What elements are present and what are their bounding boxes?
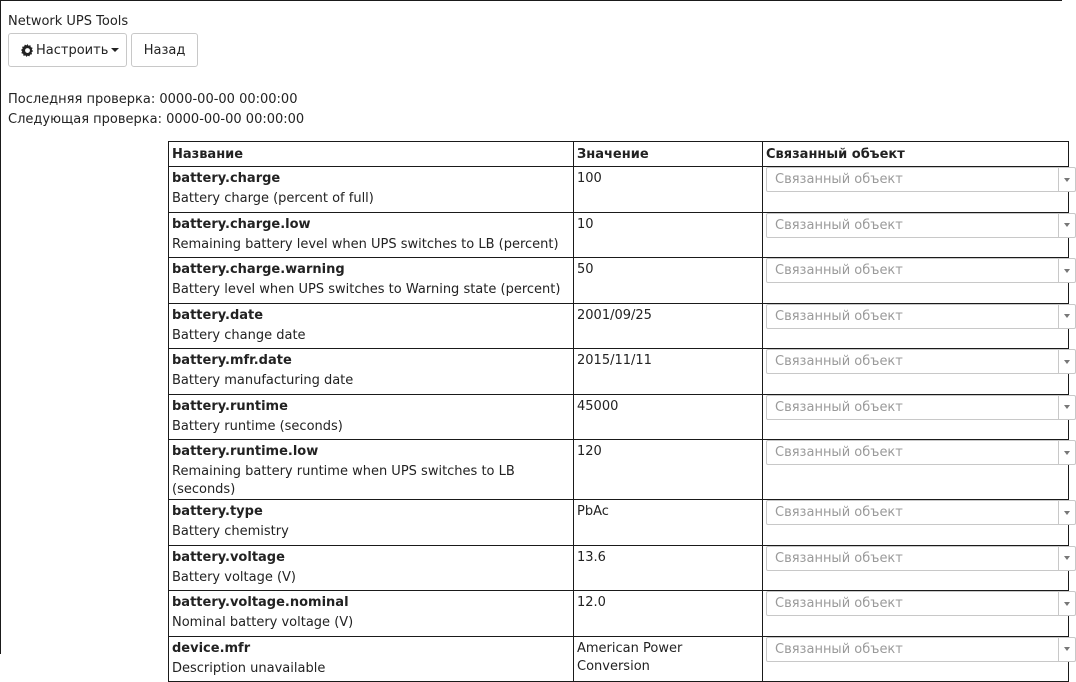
param-name: battery.runtime	[172, 398, 288, 414]
toolbar	[8, 33, 198, 67]
linked-object-cell	[763, 591, 1069, 637]
linked-object-cell	[763, 167, 1069, 213]
param-description: Battery level when UPS switches to Warning state (percent)	[172, 282, 561, 297]
linked-object-select[interactable]	[766, 213, 1076, 238]
check-times	[8, 90, 304, 130]
linked-object-select[interactable]	[766, 591, 1076, 616]
table-row	[169, 258, 1069, 304]
param-name: battery.charge.warning	[172, 262, 345, 277]
linked-object-placeholder: Связанный объект	[775, 596, 903, 611]
caret-down-icon	[111, 48, 119, 52]
linked-object-select[interactable]	[766, 440, 1076, 465]
dropdown-arrow-icon[interactable]	[1058, 592, 1075, 615]
param-description: Battery chemistry	[172, 524, 289, 539]
param-description: Battery runtime (seconds)	[172, 418, 343, 434]
linked-object-placeholder: Связанный объект	[775, 172, 903, 187]
linked-object-select[interactable]	[766, 304, 1076, 329]
param-cell	[169, 500, 574, 546]
dropdown-arrow-icon[interactable]	[1058, 305, 1075, 328]
param-value: 12.0	[577, 595, 606, 610]
param-name: battery.type	[172, 504, 263, 519]
param-value: 2001/09/25	[577, 307, 652, 323]
table-row	[169, 545, 1069, 591]
param-name: battery.charge.low	[172, 216, 311, 232]
linked-object-placeholder: Связанный объект	[775, 308, 903, 324]
linked-object-cell	[763, 303, 1069, 349]
param-value: 13.6	[577, 549, 606, 565]
linked-object-cell	[763, 440, 1069, 500]
dropdown-arrow-icon[interactable]	[1058, 501, 1075, 524]
param-name: battery.voltage.nominal	[172, 595, 349, 610]
dropdown-arrow-icon[interactable]	[1058, 214, 1075, 237]
param-description: Battery voltage (V)	[172, 569, 296, 585]
gear-icon	[21, 44, 34, 57]
table-row	[169, 440, 1069, 500]
param-name: battery.mfr.date	[172, 353, 292, 368]
settings-dropdown-button[interactable]	[8, 33, 127, 67]
back-button[interactable]: Назад	[131, 33, 198, 67]
linked-object-select[interactable]	[766, 395, 1076, 420]
linked-object-select[interactable]	[766, 546, 1076, 571]
value-cell	[574, 500, 763, 546]
value-cell	[574, 591, 763, 637]
linked-object-cell	[763, 258, 1069, 304]
param-description: Remaining battery level when UPS switches to LB (percent)	[172, 236, 559, 252]
dropdown-arrow-icon[interactable]	[1058, 396, 1075, 419]
param-name: device.mfr	[172, 640, 251, 656]
dropdown-arrow-icon[interactable]	[1058, 638, 1075, 661]
linked-object-cell	[763, 394, 1069, 440]
header-linked-object: Связанный объект	[763, 142, 1069, 167]
table-row	[169, 349, 1069, 395]
dropdown-arrow-icon[interactable]	[1058, 350, 1075, 373]
linked-object-select[interactable]	[766, 500, 1076, 525]
param-name: battery.charge	[172, 171, 281, 186]
param-value: 10	[577, 216, 594, 232]
linked-object-placeholder: Связанный объект	[775, 550, 903, 566]
linked-object-select[interactable]	[766, 349, 1076, 374]
param-description: Nominal battery voltage (V)	[172, 615, 354, 630]
dropdown-arrow-icon[interactable]	[1058, 259, 1075, 282]
linked-object-select[interactable]	[766, 637, 1076, 662]
value-cell	[574, 303, 763, 349]
table-row	[169, 212, 1069, 258]
param-cell	[169, 394, 574, 440]
table-header-row	[169, 142, 1069, 167]
param-name: battery.runtime.low	[172, 444, 319, 459]
linked-object-placeholder: Связанный объект	[775, 399, 903, 415]
param-cell	[169, 167, 574, 213]
linked-object-cell	[763, 349, 1069, 395]
linked-object-cell	[763, 636, 1069, 682]
param-description: Description unavailable	[172, 660, 326, 676]
app-title: Network UPS Tools	[8, 14, 129, 29]
dropdown-arrow-icon[interactable]	[1058, 547, 1075, 570]
dropdown-arrow-icon[interactable]	[1058, 168, 1075, 191]
param-value: PbAc	[577, 504, 609, 519]
value-cell	[574, 440, 763, 500]
settings-button-label: Настроить	[36, 42, 109, 58]
table-row	[169, 167, 1069, 213]
next-check-text: Следующая проверка: 0000-00-00 00:00:00	[8, 112, 305, 127]
value-cell	[574, 212, 763, 258]
param-value: 120	[577, 444, 602, 459]
header-value: Значение	[574, 142, 763, 167]
linked-object-placeholder: Связанный объект	[775, 445, 903, 460]
value-cell	[574, 167, 763, 213]
param-cell	[169, 591, 574, 637]
table-row	[169, 591, 1069, 637]
param-cell	[169, 258, 574, 304]
param-value: 100	[577, 171, 602, 186]
linked-object-placeholder: Связанный объект	[775, 263, 903, 278]
linked-object-placeholder: Связанный объект	[775, 505, 903, 520]
value-cell	[574, 394, 763, 440]
table-row	[169, 394, 1069, 440]
linked-object-select[interactable]	[766, 167, 1076, 192]
param-cell	[169, 440, 574, 500]
value-cell	[574, 258, 763, 304]
param-name: battery.voltage	[172, 549, 285, 565]
value-cell	[574, 545, 763, 591]
last-check-text: Последняя проверка: 0000-00-00 00:00:00	[8, 92, 298, 107]
dropdown-arrow-icon[interactable]	[1058, 441, 1075, 464]
param-description: Remaining battery runtime when UPS switches to LB (seconds)	[172, 464, 515, 497]
param-value: 2015/11/11	[577, 353, 652, 368]
linked-object-cell	[763, 212, 1069, 258]
param-value: 50	[577, 262, 594, 277]
param-cell	[169, 303, 574, 349]
parameters-table	[168, 141, 1069, 682]
param-cell	[169, 212, 574, 258]
linked-object-cell	[763, 545, 1069, 591]
param-description: Battery charge (percent of full)	[172, 191, 374, 206]
value-cell	[574, 636, 763, 682]
param-cell	[169, 636, 574, 682]
table-row	[169, 303, 1069, 349]
linked-object-placeholder: Связанный объект	[775, 641, 903, 657]
param-description: Battery change date	[172, 327, 306, 343]
table-row	[169, 636, 1069, 682]
param-cell	[169, 349, 574, 395]
table-row	[169, 500, 1069, 546]
param-value: 45000	[577, 398, 619, 414]
linked-object-cell	[763, 500, 1069, 546]
param-name: battery.date	[172, 307, 264, 323]
linked-object-placeholder: Связанный объект	[775, 217, 903, 233]
linked-object-placeholder: Связанный объект	[775, 354, 903, 369]
param-cell	[169, 545, 574, 591]
value-cell	[574, 349, 763, 395]
header-name: Название	[169, 142, 574, 167]
linked-object-select[interactable]	[766, 258, 1076, 283]
param-value: American Power Conversion	[577, 640, 683, 674]
param-description: Battery manufacturing date	[172, 373, 354, 388]
